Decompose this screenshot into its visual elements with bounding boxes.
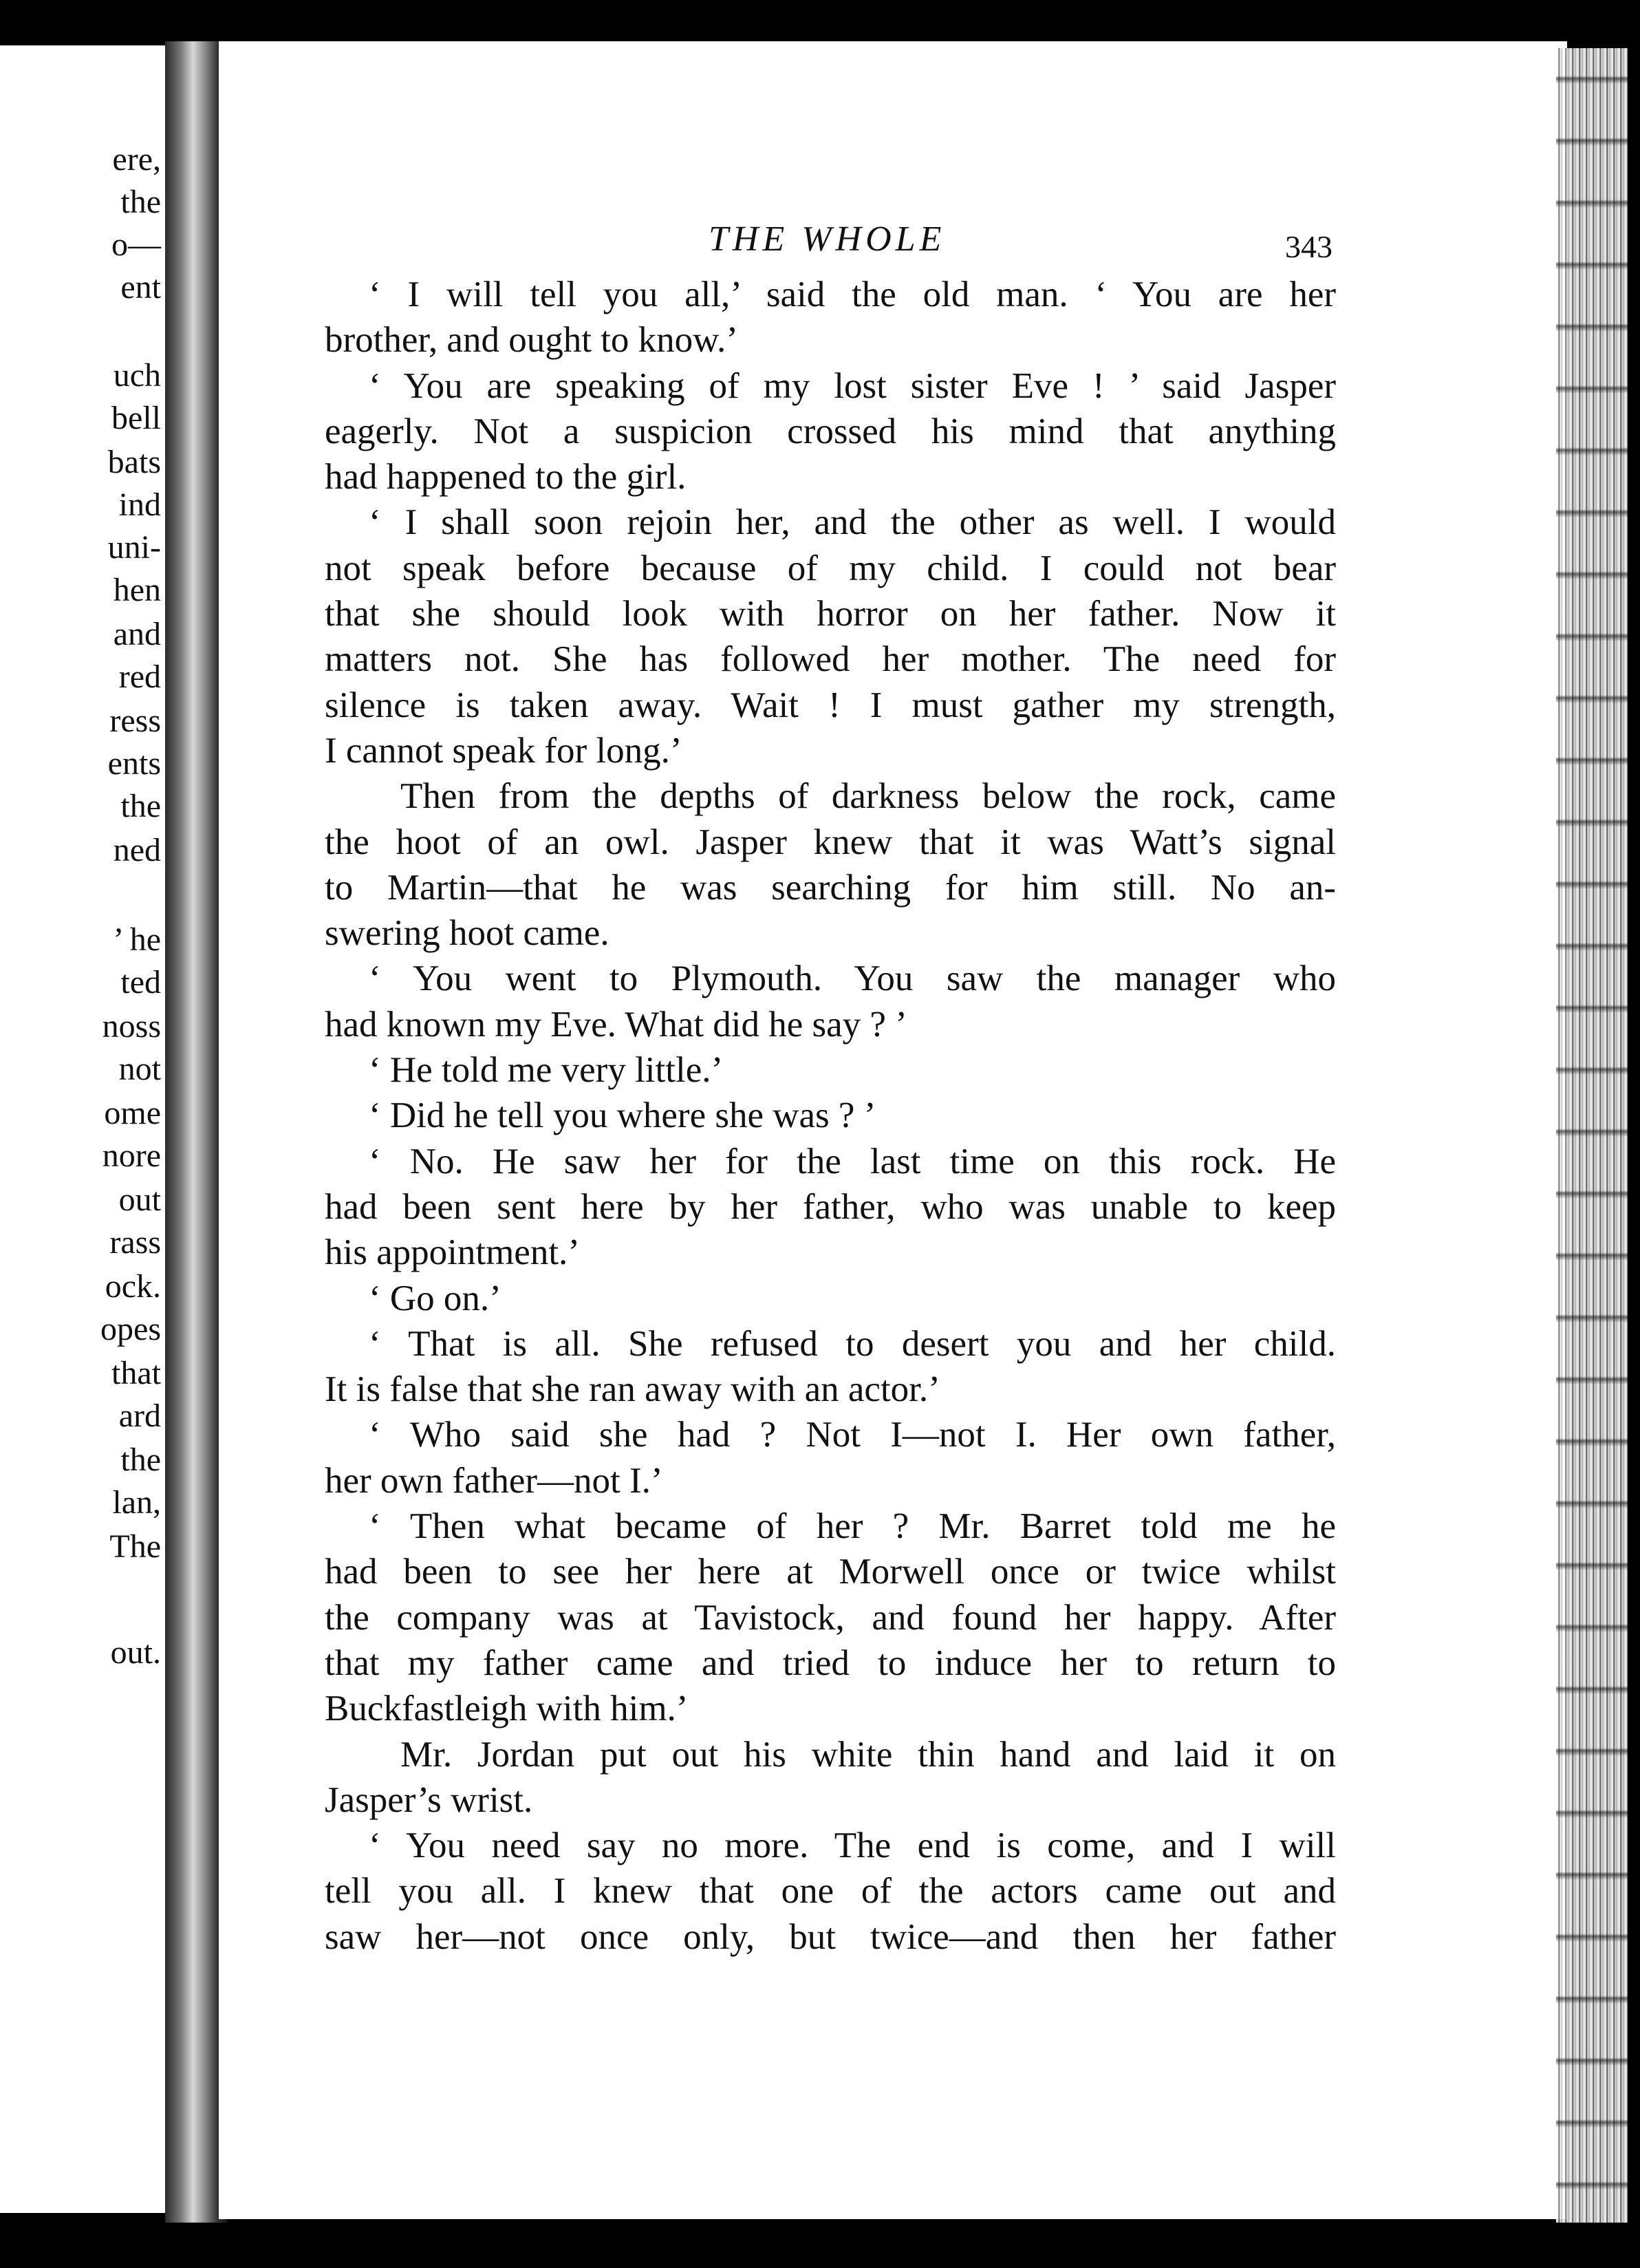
facing-page-word: ted	[120, 964, 161, 1001]
text-line: the hoot of an owl. Jasper knew that it was Watt’s signal	[325, 822, 1336, 862]
text-line: had been to see her here at Morwell once or twice whilst	[325, 1552, 1336, 1592]
text-line: I cannot speak for long.’	[325, 730, 682, 771]
text-line: his appointment.’	[325, 1232, 580, 1273]
text-line: not speak before because of my child. I could not bear	[325, 548, 1336, 588]
facing-page-word: uch	[113, 357, 161, 394]
text-line: ‘ That is all. She refused to desert you and her child.	[369, 1323, 1336, 1364]
facing-page-word: the	[120, 788, 161, 824]
facing-page-word: not	[118, 1051, 161, 1087]
text-line: ‘ You are speaking of my lost sister Eve ! ’ said Jasper	[369, 365, 1336, 406]
text-line: ‘ Who said she had ? Not I—not I. Her own father,	[369, 1415, 1336, 1455]
facing-page-word: rass	[109, 1224, 161, 1261]
text-line: brother, and ought to know.’	[325, 320, 738, 361]
facing-page-word: out.	[110, 1634, 161, 1671]
facing-page-word: o—	[111, 226, 161, 263]
book-gutter	[165, 41, 227, 2223]
page-edges-shadow	[1556, 48, 1628, 2223]
facing-page-word: ind	[118, 486, 161, 523]
text-line: ‘ I will tell you all,’ said the old man. ‘ You are her	[369, 275, 1336, 314]
facing-page-fragment	[0, 45, 165, 2213]
text-line: saw her—not once only, but twice—and then her father	[325, 1916, 1336, 1957]
text-line: the company was at Tavistock, and found her happy. After	[325, 1597, 1336, 1638]
text-line: Jasper’s wrist.	[325, 1779, 533, 1820]
facing-page-word: the	[120, 184, 161, 220]
facing-page-word: The	[109, 1528, 161, 1565]
facing-page-word: ned	[113, 832, 161, 868]
facing-page-word: the	[120, 1442, 161, 1478]
facing-page-word: opes	[100, 1311, 161, 1347]
text-line: ‘ I shall soon rejoin her, and the other as well. I would	[369, 502, 1336, 543]
facing-page-word: ’ he	[113, 921, 161, 958]
facing-page-word: red	[118, 659, 161, 695]
facing-page-word: ard	[118, 1398, 161, 1434]
text-line: ‘ You went to Plymouth. You saw the manager who	[369, 959, 1336, 999]
facing-page-word: hen	[113, 572, 161, 608]
facing-page-word: ress	[109, 703, 161, 739]
facing-page-word: lan,	[112, 1484, 161, 1521]
text-line: ‘ He told me very little.’	[369, 1050, 724, 1091]
facing-page-word: and	[113, 616, 161, 652]
running-head: THE WHOLE	[709, 220, 946, 259]
facing-page-word: bell	[111, 400, 161, 436]
text-line: It is false that she ran away with an actor.’	[325, 1369, 940, 1410]
facing-page-word: noss	[102, 1008, 161, 1045]
facing-page-word: that	[111, 1355, 161, 1391]
text-line: had happened to the girl.	[325, 457, 687, 498]
facing-page-word: out	[118, 1181, 161, 1218]
text-line: ‘ You need say no more. The end is come, and I will	[369, 1826, 1336, 1866]
body-text	[325, 272, 1336, 1960]
text-line: to Martin—that he was searching for him still. No an-	[325, 867, 1336, 908]
facing-page-word: ome	[104, 1095, 161, 1131]
facing-page-word: ent	[120, 269, 161, 306]
facing-page-word: bats	[107, 444, 161, 480]
text-line: Buckfastleigh with him.’	[325, 1689, 689, 1729]
text-line: Mr. Jordan put out his white thin hand and laid it on	[400, 1734, 1336, 1775]
text-line: that she should look with horror on her father. Now it	[325, 594, 1336, 634]
text-line: Then from the depths of darkness below the rock, came	[400, 776, 1336, 817]
text-line: eagerly. Not a suspicion crossed his mind that anything	[325, 411, 1336, 451]
text-line: had known my Eve. What did he say ? ’	[325, 1004, 907, 1045]
facing-page-word: uni-	[107, 529, 161, 566]
text-line: tell you all. I knew that one of the actors came out and	[325, 1871, 1336, 1912]
facing-page-word: nore	[102, 1137, 161, 1174]
text-line: ‘ Then what became of her ? Mr. Barret told me he	[369, 1506, 1336, 1547]
text-line: had been sent here by her father, who was unable to keep	[325, 1186, 1336, 1227]
text-line: ‘ No. He saw her for the last time on this rock. He	[369, 1141, 1336, 1181]
text-line: that my father came and tried to induce her to return to	[325, 1643, 1336, 1683]
text-line: swering hoot came.	[325, 913, 609, 954]
text-line: silence is taken away. Wait ! I must gather my strength,	[325, 685, 1336, 725]
text-line: her own father—not I.’	[325, 1460, 663, 1501]
facing-page-word: ents	[107, 745, 161, 782]
facing-page-word: ere,	[112, 141, 161, 178]
text-line: matters not. She has followed her mother. The need for	[325, 639, 1336, 680]
facing-page-word: ock.	[105, 1268, 161, 1305]
text-line: ‘ Go on.’	[369, 1278, 501, 1318]
page-number: 343	[1285, 229, 1332, 264]
text-line: ‘ Did he tell you where she was ? ’	[369, 1095, 876, 1136]
